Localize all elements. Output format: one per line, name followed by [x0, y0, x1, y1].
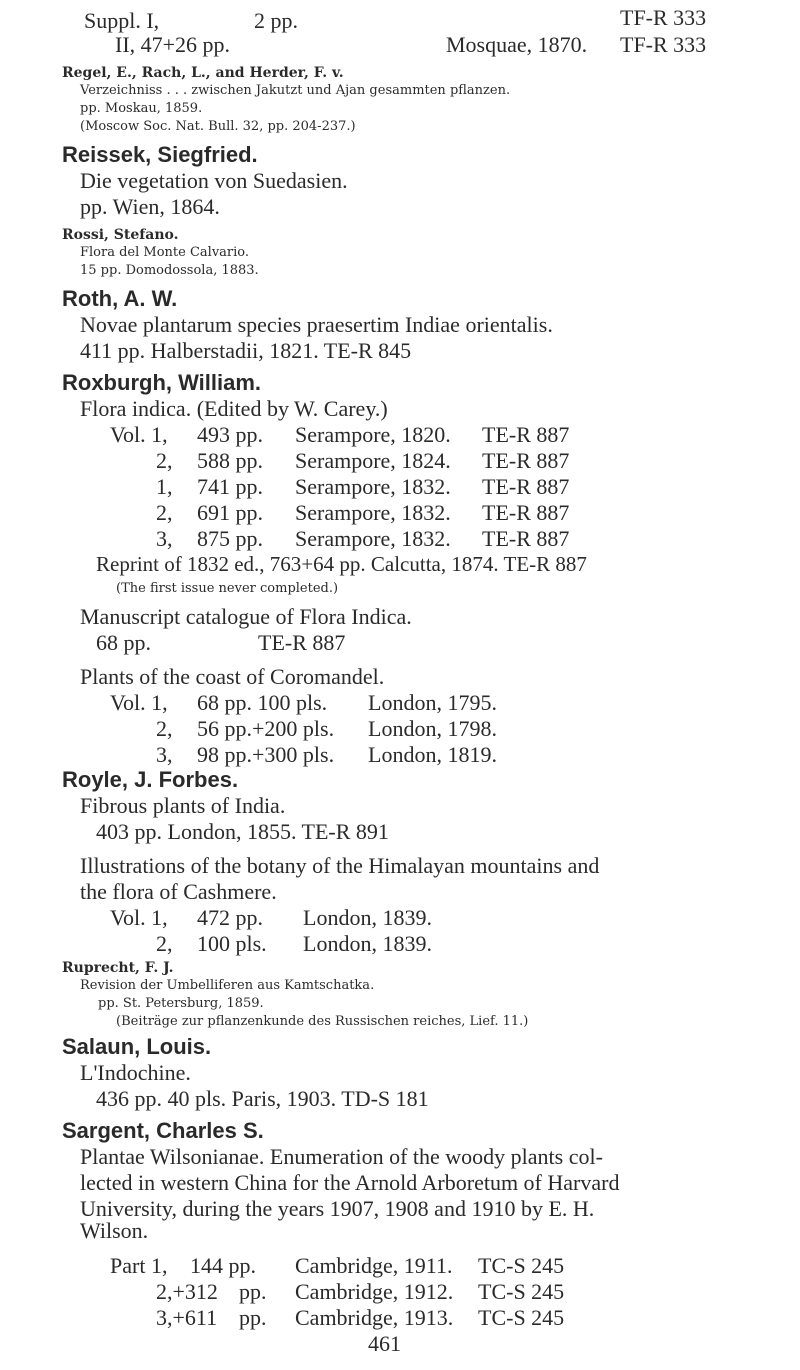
top-line2-mid: Mosquae, 1870. [446, 32, 588, 57]
part-call-number: TC-S 245 [478, 1253, 565, 1278]
top-line1-left: Suppl. I, [84, 8, 160, 33]
volume-pages: 741 pp. [197, 474, 263, 499]
part-pages: pp. [239, 1305, 267, 1330]
volume-pages: 68 pp. 100 pls. [197, 690, 328, 715]
part-call-number: TC-S 245 [478, 1305, 565, 1330]
rossi-pub: 15 pp. Domodossola, 1883. [80, 263, 259, 278]
royle-fibrous-title: Fibrous plants of India. [80, 793, 286, 818]
part-place: Cambridge, 1912. [295, 1279, 454, 1304]
part-pages: 144 pp. [190, 1253, 256, 1278]
regel-pub: pp. Moskau, 1859. [80, 101, 203, 116]
reissek-title: Die vegetation von Suedasien. [80, 168, 348, 193]
volume-place: London, 1819. [368, 742, 497, 767]
ruprecht-pub: pp. St. Petersburg, 1859. [98, 996, 264, 1011]
volume-place: London, 1795. [368, 690, 497, 715]
sargent-title-2: lected in western China for the Arnold Arboretum of Harvard [80, 1170, 620, 1195]
part-call-number: TC-S 245 [478, 1279, 565, 1304]
volume-number: 3, [156, 526, 173, 551]
rossi-author: Rossi, Stefano. [62, 227, 179, 243]
volume-place: Serampore, 1824. [295, 448, 451, 473]
part-number: 3,+611 [156, 1305, 218, 1330]
roxburgh-manuscript-pages: 68 pp. [96, 630, 151, 655]
volume-pages: 100 pls. [197, 931, 267, 956]
sargent-title-4: Wilson. [80, 1218, 149, 1243]
roth-title: Novae plantarum species praesertim Indiae orientalis. [80, 312, 553, 337]
top-line2-right: TF-R 333 [620, 32, 707, 57]
sargent-author: Sargent, Charles S. [62, 1118, 264, 1143]
royle-illus-title-1: Illustrations of the botany of the Himalayan mountains and [80, 853, 600, 878]
roxburgh-reprint: Reprint of 1832 ed., 763+64 pp. Calcutta, 1874. TE-R 887 [96, 552, 587, 576]
volume-pages: 875 pp. [197, 526, 263, 551]
roxburgh-manuscript-call: TE-R 887 [258, 630, 346, 655]
ruprecht-series: (Beiträge zur pflanzenkunde des Russischen reiches, Lief. 11.) [116, 1014, 529, 1029]
volume-pages: 691 pp. [197, 500, 263, 525]
volume-pages: 98 pp.+300 pls. [197, 742, 335, 767]
volume-call-number: TE-R 887 [482, 526, 570, 551]
volume-pages: 56 pp.+200 pls. [197, 716, 335, 741]
volume-number: Vol. 1, [110, 905, 168, 930]
volume-place: London, 1839. [303, 931, 432, 956]
royle-author: Royle, J. Forbes. [62, 767, 239, 792]
page-number: 461 [368, 1331, 401, 1356]
salaun-title: L'Indochine. [80, 1060, 191, 1085]
volume-pages: 493 pp. [197, 422, 263, 447]
part-place: Cambridge, 1911. [295, 1253, 453, 1278]
sargent-title-1: Plantae Wilsonianae. Enumeration of the woody plants col- [80, 1144, 603, 1169]
volume-place: London, 1839. [303, 905, 432, 930]
roxburgh-manuscript-title: Manuscript catalogue of Flora Indica. [80, 604, 412, 629]
volume-pages: 588 pp. [197, 448, 263, 473]
volume-number: 3, [156, 742, 173, 767]
volume-number: Vol. 1, [110, 690, 168, 715]
volume-number: 2, [156, 931, 173, 956]
roxburgh-note: (The first issue never completed.) [116, 581, 339, 596]
ruprecht-title: Revision der Umbelliferen aus Kamtschatka. [80, 978, 375, 993]
volume-place: Serampore, 1832. [295, 474, 451, 499]
salaun-pub: 436 pp. 40 pls. Paris, 1903. TD-S 181 [96, 1086, 429, 1111]
part-pages: pp. [239, 1279, 267, 1304]
top-line2-left: II, 47+26 pp. [115, 32, 231, 57]
volume-place: Serampore, 1832. [295, 500, 451, 525]
roxburgh-plants-title: Plants of the coast of Coromandel. [80, 664, 385, 689]
volume-place: Serampore, 1820. [295, 422, 451, 447]
volume-call-number: TE-R 887 [482, 448, 570, 473]
volume-place: Serampore, 1832. [295, 526, 451, 551]
top-line1-mid: 2 pp. [254, 8, 298, 33]
rossi-title: Flora del Monte Calvario. [80, 245, 250, 260]
volume-number: 2, [156, 448, 173, 473]
roth-pub: 411 pp. Halberstadii, 1821. TE-R 845 [80, 338, 412, 363]
volume-number: 1, [156, 474, 173, 499]
part-number: Part 1, [110, 1253, 168, 1278]
salaun-author: Salaun, Louis. [62, 1034, 212, 1059]
reissek-author: Reissek, Siegfried. [62, 142, 258, 167]
regel-series: (Moscow Soc. Nat. Bull. 32, pp. 204-237.) [80, 119, 356, 134]
volume-call-number: TE-R 887 [482, 422, 570, 447]
royle-fibrous-pub: 403 pp. London, 1855. TE-R 891 [96, 819, 389, 844]
volume-number: 2, [156, 500, 173, 525]
roxburgh-flora-title: Flora indica. (Edited by W. Carey.) [80, 396, 388, 421]
sargent-title-3: University, during the years 1907, 1908 and 1910 by E. H. [80, 1196, 595, 1221]
volume-place: London, 1798. [368, 716, 497, 741]
volume-call-number: TE-R 887 [482, 500, 570, 525]
roth-author: Roth, A. W. [62, 286, 178, 311]
roxburgh-author: Roxburgh, William. [62, 370, 262, 395]
royle-illus-title-2: the flora of Cashmere. [80, 879, 277, 904]
regel-author: Regel, E., Rach, L., and Herder, F. v. [62, 65, 344, 81]
top-line1-right: TF-R 333 [620, 5, 707, 30]
volume-pages: 472 pp. [197, 905, 263, 930]
part-number: 2,+312 [156, 1279, 218, 1304]
volume-number: 2, [156, 716, 173, 741]
ruprecht-author: Ruprecht, F. J. [62, 960, 174, 976]
volume-call-number: TE-R 887 [482, 474, 570, 499]
part-place: Cambridge, 1913. [295, 1305, 454, 1330]
volume-number: Vol. 1, [110, 422, 168, 447]
reissek-pub: pp. Wien, 1864. [80, 194, 220, 219]
regel-title: Verzeichniss . . . zwischen Jakutzt und Ajan gesammten pflanzen. [80, 83, 511, 98]
